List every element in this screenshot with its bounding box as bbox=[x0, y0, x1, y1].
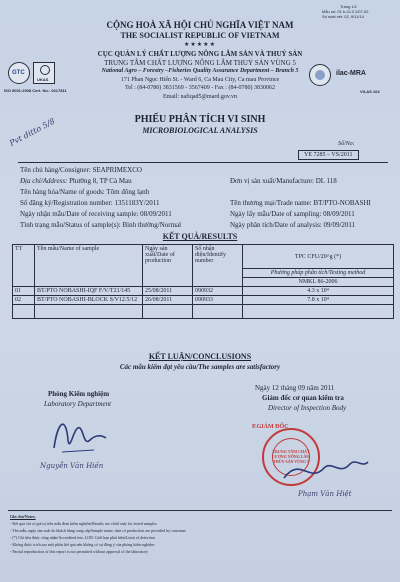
col-id-header: Số nhận diện/Identify number bbox=[193, 245, 243, 287]
national-title-vn: CỘNG HOÀ XÃ HỘI CHỦ NGHĨA VIỆT NAM bbox=[106, 20, 294, 30]
gtc-logo-text: GTC bbox=[12, 70, 25, 76]
col-tt-header: TT bbox=[13, 245, 35, 287]
consigner-field bbox=[20, 166, 142, 174]
col-date-header: Ngày sản xuất/Date of production bbox=[143, 245, 193, 287]
results-heading: KẾT QUẢ/RESULTS bbox=[162, 232, 238, 241]
iso-cert-text: ISO 9001:2008 Cert. No.: 0217811 bbox=[4, 88, 67, 93]
method-value: NMKL 86-2006 bbox=[243, 278, 394, 287]
director-signature bbox=[280, 450, 370, 490]
agency-emblem-logo bbox=[309, 64, 331, 86]
manufacture-value: DL 118 bbox=[315, 177, 337, 185]
results-table bbox=[12, 244, 394, 319]
trade-name-field bbox=[230, 199, 371, 207]
note-line-3: - (*) Chỉ tiêu được công nhận/Accredited test; LOD: Giới hạn phát hiện/Limit of detection bbox=[10, 535, 155, 540]
ukas-logo bbox=[33, 62, 55, 84]
table-row bbox=[13, 287, 394, 296]
lab-title-vn: Phòng Kiểm nghiệm bbox=[48, 390, 110, 398]
stamp-label: P.GIÁM ĐỐC bbox=[252, 424, 289, 430]
conclusion-heading: KẾT LUẬN/CONCLUSIONS bbox=[148, 352, 252, 361]
ukas-logo-text: UKAS bbox=[37, 77, 49, 82]
col-tpc-header: TPC CFU/20^g (*) bbox=[243, 245, 394, 269]
empty-cell bbox=[143, 305, 193, 319]
ilac-mra-logo: ilac-MRA bbox=[336, 70, 366, 77]
empty-cell bbox=[13, 305, 35, 319]
consigner-label: Tên chủ hàng/Consigner: bbox=[20, 166, 91, 174]
row-1-date: 25/08/2011 bbox=[143, 287, 193, 296]
empty-cell bbox=[243, 305, 394, 319]
status-field bbox=[20, 221, 181, 229]
form-ref-2: Số soát xét: 02, 9/11/14 bbox=[322, 14, 364, 19]
trade-name-label: Tên thương mại/Trade name: bbox=[230, 199, 312, 207]
center-title-vn: TRUNG TÂM CHẤT LƯỢNG NÔNG LÂM THUỶ SẢN VÙNG 5 bbox=[104, 59, 296, 67]
note-line-5: - Partial reproduction of this report is not permitted without approval of the laboratory bbox=[10, 549, 148, 554]
empty-cell bbox=[35, 305, 143, 319]
divider-footer bbox=[8, 510, 392, 511]
form-code: Trang 1/1 bbox=[340, 4, 357, 9]
address-value: Phường 8, TP Cà Mau bbox=[69, 177, 132, 185]
row-1-tt: 01 bbox=[13, 287, 35, 296]
goods-label: Tên hàng hóa/Name of goods: bbox=[20, 188, 105, 196]
trade-name-value: BT/PTO-NOBASHI bbox=[313, 199, 371, 207]
sampling-date-value: 08/09/2011 bbox=[323, 210, 355, 218]
divider-top bbox=[18, 162, 388, 163]
lab-signature bbox=[44, 410, 114, 460]
agency-title-vn: CỤC QUẢN LÝ CHẤT LƯỢNG NÔNG LÂM SẢN VÀ THUỶ SẢN bbox=[97, 50, 303, 58]
stars-decoration: ★★★★★ bbox=[184, 42, 216, 48]
agency-email: Email: nafiqad5@mard.gov.vn bbox=[163, 94, 237, 100]
results-header-row bbox=[13, 245, 394, 269]
row-2-name: BT/PTO NOBASHI-BLOCK S/V12.5/12 bbox=[35, 296, 143, 305]
registration-value: 1351183Y/2011 bbox=[114, 199, 160, 207]
handwritten-note: Pvt ditto 5/8 bbox=[8, 116, 57, 148]
table-row-empty bbox=[13, 305, 394, 319]
row-2-tt: 02 bbox=[13, 296, 35, 305]
sampling-date-field bbox=[230, 210, 355, 218]
address-field bbox=[20, 177, 132, 185]
signature-date: Ngày 12 tháng 09 năm 2011 bbox=[255, 384, 335, 392]
row-2-tpc: 7.8 x 10⁴ bbox=[243, 296, 394, 305]
note-line-4: - Không được trích sao một phần kết quả nếu không có sự đồng ý của phòng kiểm nghiệm bbox=[10, 542, 155, 547]
agency-title-en: National Agro – Forestry –Fisheries Quality Assurance Department – Branch 5 bbox=[101, 68, 299, 74]
agency-address: 171 Phan Ngọc Hiển St. - Ward 6, Ca Mau City, Ca mau Province bbox=[120, 77, 280, 83]
col-name-header: Tên mẫu/Name of sample bbox=[35, 245, 143, 287]
method-label: Phương pháp phân tích/Testing method bbox=[243, 269, 394, 278]
sampling-date-label: Ngày lấy mẫu/Date of sampling: bbox=[230, 210, 322, 218]
address-label: Địa chỉ/Address: bbox=[20, 177, 68, 185]
analysis-date-value: 09/09/2011 bbox=[323, 221, 356, 229]
row-1-id: 090932 bbox=[193, 287, 243, 296]
status-label: Tình trạng mẫu/Status of sample(s): bbox=[20, 221, 121, 229]
gtc-logo bbox=[8, 62, 30, 84]
report-number-label: Số/No: bbox=[338, 141, 355, 147]
empty-cell bbox=[193, 305, 243, 319]
lab-title-en: Laboratory Department bbox=[44, 400, 112, 408]
registration-label: Số đăng ký/Registration number: bbox=[20, 199, 113, 207]
analysis-date-field bbox=[230, 221, 355, 229]
receive-date-label: Ngày nhận mẫu/Date of receiving sample: bbox=[20, 210, 139, 218]
emblem-icon bbox=[315, 70, 325, 80]
receive-date-field bbox=[20, 210, 172, 218]
row-1-name: BT/PTO NOBASHI-IQF F/V/T21/145 bbox=[35, 287, 143, 296]
goods-value: Tôm đông lạnh bbox=[106, 188, 150, 196]
analysis-date-label: Ngày phân tích/Date of analysis: bbox=[230, 221, 322, 229]
stamp-text: TRUNG TÂM CHẤT LƯỢNG NÔNG LÂM THỦY SẢN VÙNG 5 bbox=[271, 449, 311, 464]
table-row bbox=[13, 296, 394, 305]
manufacture-field bbox=[230, 177, 337, 185]
conclusion-text: Các mẫu kiểm đạt yêu cầu/The samples are satisfactory bbox=[119, 363, 281, 371]
note-line-2: - Tên mẫu, ngày sản xuất do khách hàng cung cấp/Sample name, date of production are provided by customer bbox=[10, 528, 186, 533]
note-line-1: - Kết quả chỉ có giá trị trên mẫu đem kiểm nghiệm/Results are valid only for tested samples bbox=[10, 521, 157, 526]
crown-icon bbox=[40, 65, 50, 75]
vilas-text: VILAS 104 bbox=[360, 89, 380, 94]
lab-signer-name: Nguyễn Văn Hiền bbox=[40, 462, 104, 470]
agency-phone: Tel : (84-0780) 3831569 - 3567409 - Fax : (84-0780) 3830062 bbox=[125, 85, 275, 91]
notes-title: Ghi chú/Notes: bbox=[10, 514, 36, 519]
row-2-date: 26/08/2011 bbox=[143, 296, 193, 305]
row-2-id: 090933 bbox=[193, 296, 243, 305]
director-title-vn: Giám đốc cơ quan kiểm tra bbox=[262, 394, 344, 402]
report-title-vn: PHIẾU PHÂN TÍCH VI SINH bbox=[134, 114, 266, 125]
form-ref-1: Mẫu số: 01 b-CL3 1/07-02 bbox=[322, 9, 369, 14]
report-number-box: YE 7285 – VS/2011 bbox=[298, 150, 359, 160]
row-1-tpc: 4.3 x 10⁴ bbox=[243, 287, 394, 296]
director-signer-name: Phạm Văn Hiệt bbox=[298, 490, 352, 498]
goods-field bbox=[20, 188, 149, 196]
consigner-value: SEAPRIMEXCO bbox=[92, 166, 142, 174]
registration-field bbox=[20, 199, 159, 207]
status-value: Bình thường/Normal bbox=[122, 221, 182, 229]
receive-date-value: 08/09/2011 bbox=[140, 210, 172, 218]
national-title-en: THE SOCIALIST REPUBLIC OF VIETNAM bbox=[120, 31, 280, 40]
report-title-en: MICROBIOLOGICAL ANALYSIS bbox=[142, 126, 258, 135]
manufacture-label: Đơn vị sản xuất/Manufacture: bbox=[230, 177, 314, 185]
director-title-en: Director of Inspection Body bbox=[268, 404, 347, 412]
